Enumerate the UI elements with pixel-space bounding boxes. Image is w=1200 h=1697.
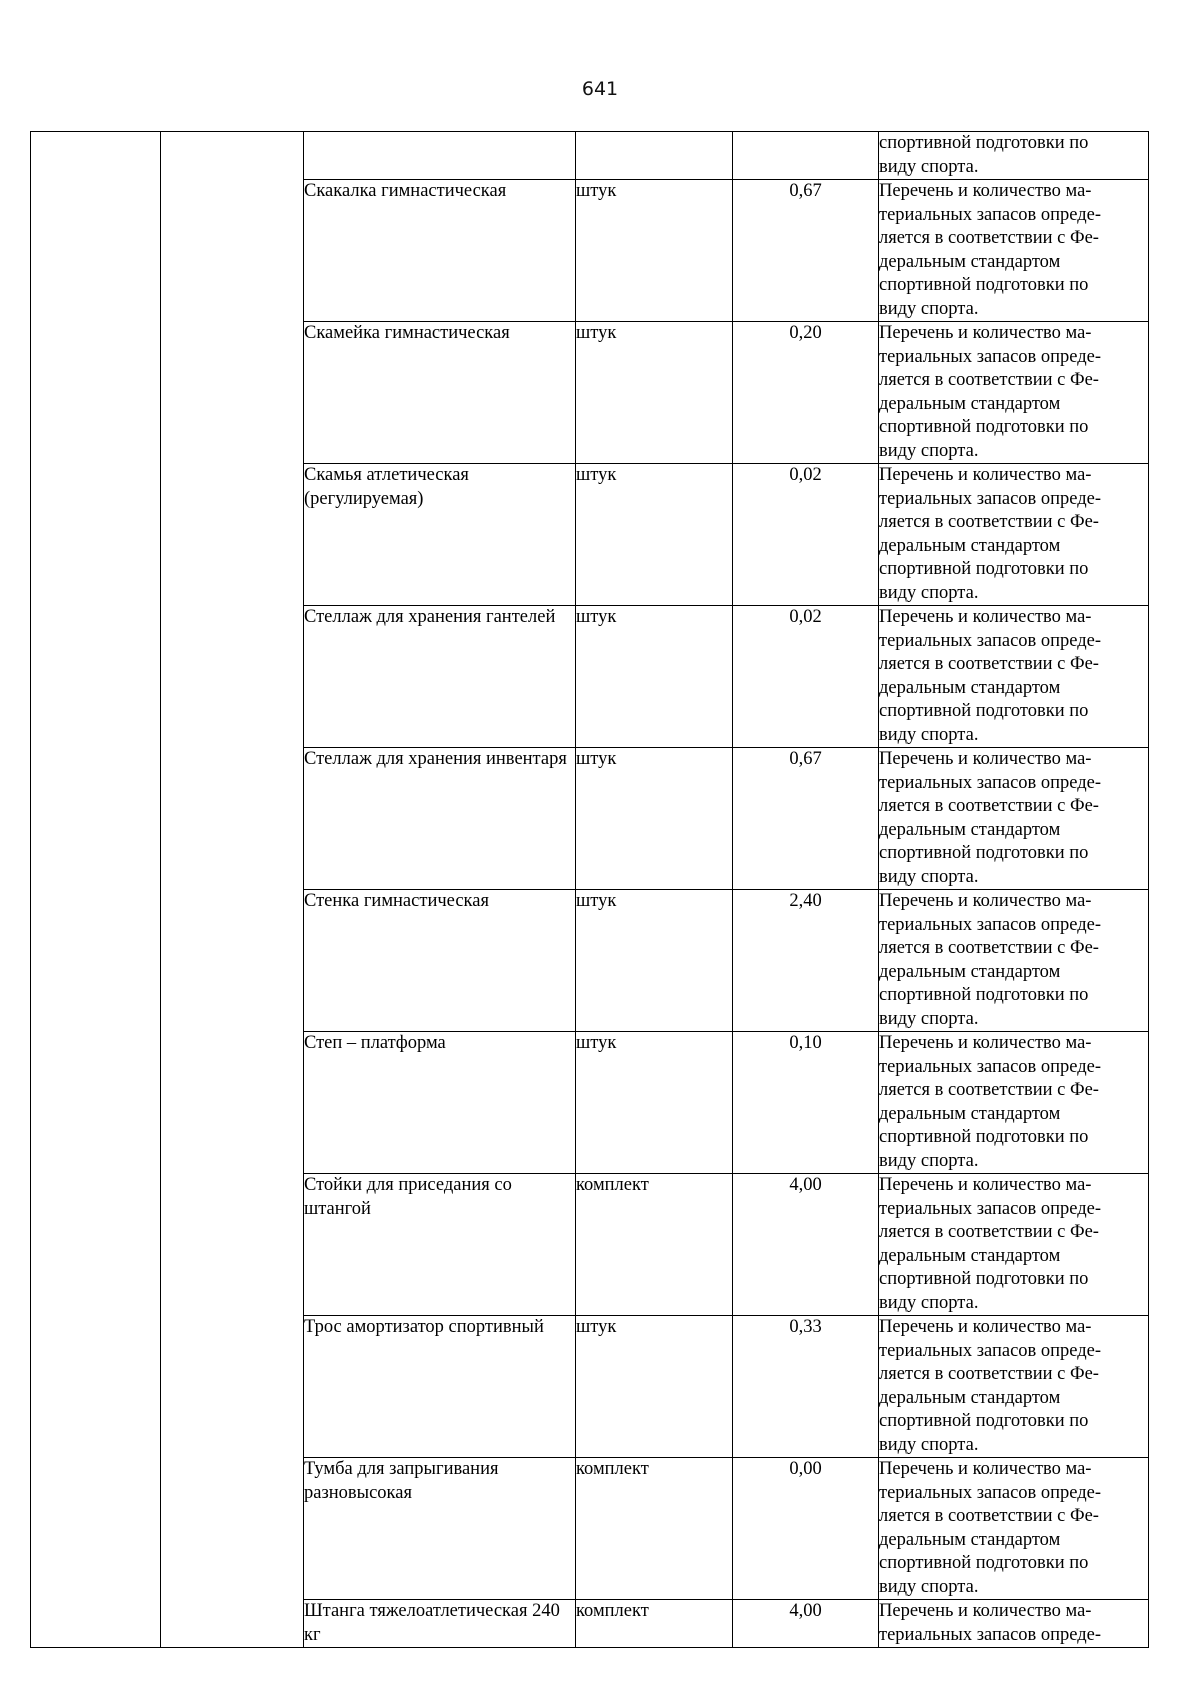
table-cell-note: Перечень и количество ма- териальных запасов опреде- ляется в соответствии с Фе- деральным стандартом спортивной подготовки по виду спорта. xyxy=(879,890,1149,1032)
table-cell-note: Перечень и количество ма- териальных запасов опреде- ляется в соответствии с Фе- деральным стандартом спортивной подготовки по виду спорта. xyxy=(879,1458,1149,1600)
table-cell-note: Перечень и количество ма- териальных запасов опреде- ляется в соответствии с Фе- деральным стандартом спортивной подготовки по виду спорта. xyxy=(879,322,1149,464)
materials-table xyxy=(30,131,1149,1648)
table-cell-name: Стойки для приседания со штангой xyxy=(304,1174,576,1316)
table-cell-qty: 0,10 xyxy=(733,1032,879,1174)
table-cell-note: Перечень и количество ма- териальных запасов опреде- ляется в соответствии с Фе- деральным стандартом спортивной подготовки по виду спорта. xyxy=(879,606,1149,748)
table-cell-name: Стенка гимнастическая xyxy=(304,890,576,1032)
merged-cell-col2 xyxy=(161,132,304,1648)
table-cell-qty: 0,02 xyxy=(733,464,879,606)
table-cell-name: Стеллаж для хранения гантелей xyxy=(304,606,576,748)
table-cell-name: Тумба для запрыгивания разновысокая xyxy=(304,1458,576,1600)
table-cell-note: Перечень и количество ма- териальных запасов опреде- ляется в соответствии с Фе- деральным стандартом спортивной подготовки по виду спорта. xyxy=(879,748,1149,890)
table-cell-name: Трос амортизатор спортивный xyxy=(304,1316,576,1458)
merged-cell-col1 xyxy=(31,132,161,1648)
table-cell-qty: 0,02 xyxy=(733,606,879,748)
table-row xyxy=(31,132,1149,180)
table-cell-unit: комплект xyxy=(576,1600,733,1648)
table-cell-unit: штук xyxy=(576,1032,733,1174)
table-cell-unit: штук xyxy=(576,890,733,1032)
table-cell-note: Перечень и количество ма- териальных запасов опреде- ляется в соответствии с Фе- деральным стандартом спортивной подготовки по виду спорта. xyxy=(879,464,1149,606)
table-cell-name: Скамья атлетическая (регулируемая) xyxy=(304,464,576,606)
table-cell-unit xyxy=(576,132,733,180)
table-cell-name: Скакалка гимнастическая xyxy=(304,180,576,322)
table-cell-unit: штук xyxy=(576,606,733,748)
table-cell-qty: 4,00 xyxy=(733,1600,879,1648)
table-cell-unit: штук xyxy=(576,322,733,464)
table-cell-note: Перечень и количество ма- териальных запасов опреде- ляется в соответствии с Фе- деральным стандартом спортивной подготовки по виду спорта. xyxy=(879,1316,1149,1458)
table-cell-unit: комплект xyxy=(576,1458,733,1600)
table-cell-note: спортивной подготовки по виду спорта. xyxy=(879,132,1149,180)
table-cell-name: Степ – платформа xyxy=(304,1032,576,1174)
table-cell-unit: штук xyxy=(576,1316,733,1458)
table-cell-unit: штук xyxy=(576,748,733,890)
table-cell-note: Перечень и количество ма- териальных запасов опреде- ляется в соответствии с Фе- деральным стандартом спортивной подготовки по виду спорта. xyxy=(879,180,1149,322)
table-cell-qty: 0,67 xyxy=(733,180,879,322)
table-cell-qty: 0,67 xyxy=(733,748,879,890)
table-cell-name: Стеллаж для хранения инвентаря xyxy=(304,748,576,890)
table-cell-note: Перечень и количество ма- териальных запасов опреде- xyxy=(879,1600,1149,1648)
table-cell-name: Скамейка гимнастическая xyxy=(304,322,576,464)
table-cell-qty xyxy=(733,132,879,180)
page-number: 641 xyxy=(581,78,619,100)
table-cell-qty: 0,20 xyxy=(733,322,879,464)
table-cell-note: Перечень и количество ма- териальных запасов опреде- ляется в соответствии с Фе- деральным стандартом спортивной подготовки по виду спорта. xyxy=(879,1032,1149,1174)
table-cell-unit: штук xyxy=(576,180,733,322)
table-cell-name xyxy=(304,132,576,180)
table-cell-unit: штук xyxy=(576,464,733,606)
table-cell-unit: комплект xyxy=(576,1174,733,1316)
table-cell-qty: 2,40 xyxy=(733,890,879,1032)
table-cell-qty: 0,00 xyxy=(733,1458,879,1600)
table-cell-note: Перечень и количество ма- териальных запасов опреде- ляется в соответствии с Фе- деральным стандартом спортивной подготовки по виду спорта. xyxy=(879,1174,1149,1316)
table-cell-name: Штанга тяжелоатлетическая 240 кг xyxy=(304,1600,576,1648)
table-cell-qty: 0,33 xyxy=(733,1316,879,1458)
table-cell-qty: 4,00 xyxy=(733,1174,879,1316)
